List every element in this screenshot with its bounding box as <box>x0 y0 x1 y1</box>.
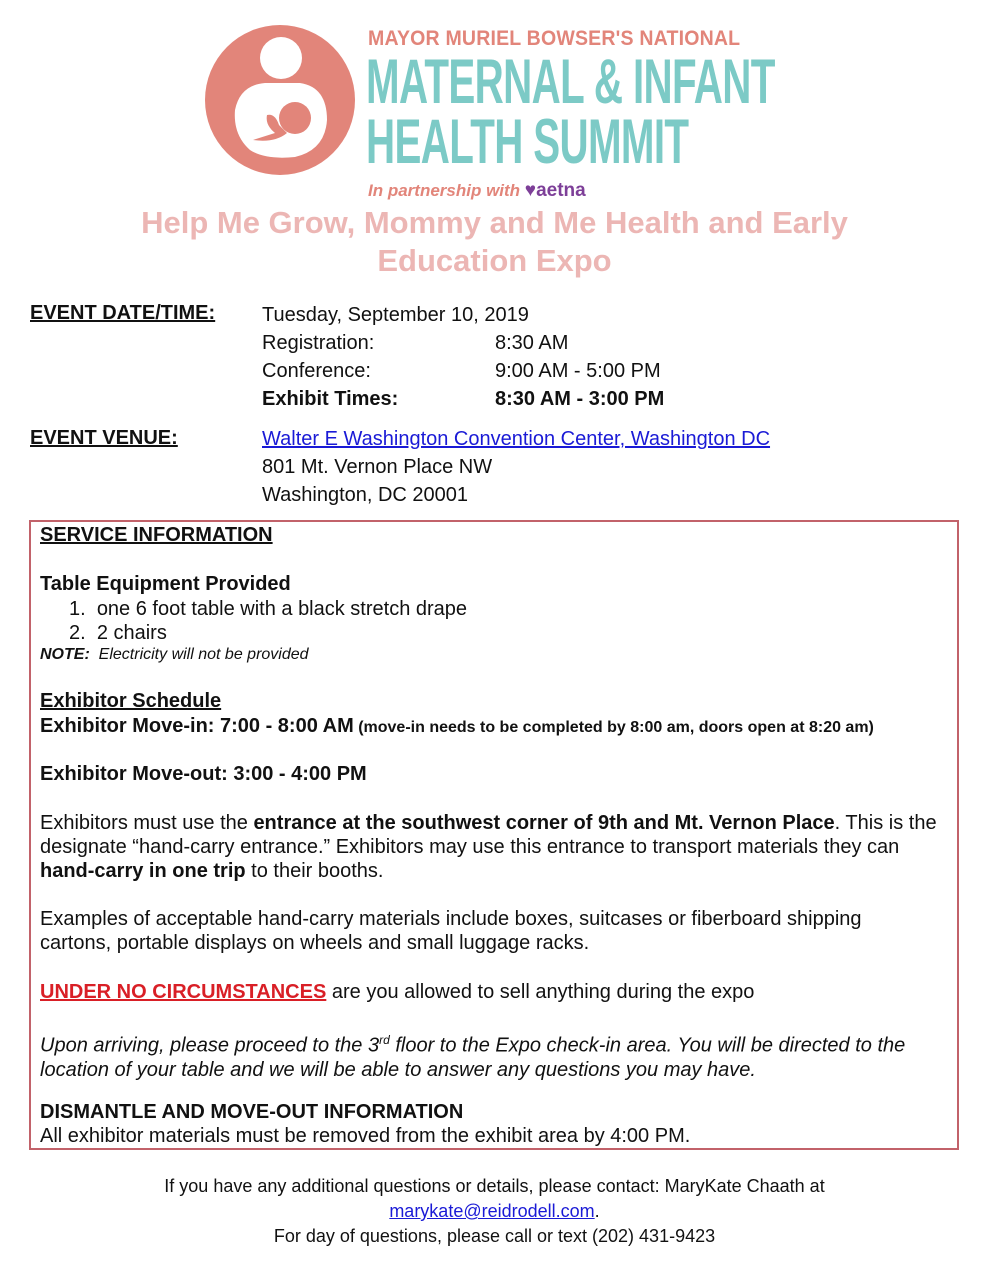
aetna-logo: aetna <box>536 180 586 201</box>
email-link[interactable]: marykate@reidrodell.com <box>389 1201 595 1221</box>
dismantle-text: All exhibitor materials must be removed from the exhibit area by 4:00 PM. <box>40 1125 691 1147</box>
contact-line: If you have any additional questions or details, please contact: MaryKate Chaath at <box>164 1176 825 1196</box>
exhibit-times-value: 8:30 AM - 3:00 PM <box>495 388 665 410</box>
registration-time: 8:30 AM <box>495 332 569 354</box>
move-out-line: Exhibitor Move-out: 3:00 - 4:00 PM <box>40 763 367 785</box>
logo-title: MATERNAL & INFANT HEALTH SUMMIT <box>366 47 775 177</box>
conference-time: 9:00 AM - 5:00 PM <box>495 360 661 382</box>
arrival-paragraph: Upon arriving, please proceed to the 3rd floor to the Expo check-in area. You will be directed to the location of your table and we will be able to answer any questions you may have. <box>40 1033 906 1081</box>
service-heading: SERVICE INFORMATION <box>40 524 273 546</box>
examples-paragraph: Examples of acceptable hand-carry materials include boxes, suitcases or fiberboard shipping cartons, portable displays on wheels and small luggage racks. <box>40 908 862 954</box>
equipment-item: 1. one 6 foot table with a black stretch drape <box>69 598 468 620</box>
dismantle-heading: DISMANTLE AND MOVE-OUT INFORMATION <box>40 1101 464 1123</box>
entrance-paragraph: Exhibitors must use the entrance at the southwest corner of 9th and Mt. Vernon Place. This is the designate “hand-carry entrance.” Exhibitors may use this entrance to transport materials they can hand-carry in one trip to their booths. <box>40 812 937 882</box>
venue-link[interactable]: Walter E Washington Convention Center, Washington DC <box>262 428 771 450</box>
breastfeeding-mother-icon <box>205 25 355 175</box>
event-date: Tuesday, September 10, 2019 <box>262 304 529 326</box>
heart-icon: ♥ <box>524 180 537 201</box>
warning-line: UNDER NO CIRCUMSTANCES are you allowed to sell anything during the expo <box>40 981 755 1003</box>
move-in-line: Exhibitor Move-in: 7:00 - 8:00 AM (move-in needs to be completed by 8:00 am, doors open at 8:20 am) <box>40 715 874 737</box>
logo-icon <box>205 25 355 175</box>
conference-label: Conference: <box>262 360 371 382</box>
email-line: marykate@reidrodell.com. <box>389 1201 600 1221</box>
exhibit-times-label: Exhibit Times: <box>262 388 399 410</box>
logo-subtitle: MAYOR MURIEL BOWSER'S NATIONAL <box>368 27 741 50</box>
event-date-label: EVENT DATE/TIME: <box>30 302 216 324</box>
registration-label: Registration: <box>262 332 375 354</box>
phone-line: For day of questions, please call or text (202) 431-9423 <box>273 1226 716 1246</box>
equipment-heading: Table Equipment Provided <box>40 573 291 595</box>
equipment-item: 2. 2 chairs <box>69 622 167 644</box>
warning-highlight: UNDER NO CIRCUMSTANCES <box>40 981 327 1003</box>
event-venue-label: EVENT VENUE: <box>30 427 178 449</box>
venue-address-line1: 801 Mt. Vernon Place NW <box>262 456 493 478</box>
partner-line: In partnership with ♥aetna <box>368 180 586 201</box>
service-information-box <box>29 520 959 1150</box>
venue-address-line2: Washington, DC 20001 <box>262 484 469 506</box>
page-title: Help Me Grow, Mommy and Me Health and Early Education Expo <box>141 205 848 278</box>
note: NOTE: Electricity will not be provided <box>40 646 309 663</box>
exhibitor-schedule-heading: Exhibitor Schedule <box>40 690 222 712</box>
